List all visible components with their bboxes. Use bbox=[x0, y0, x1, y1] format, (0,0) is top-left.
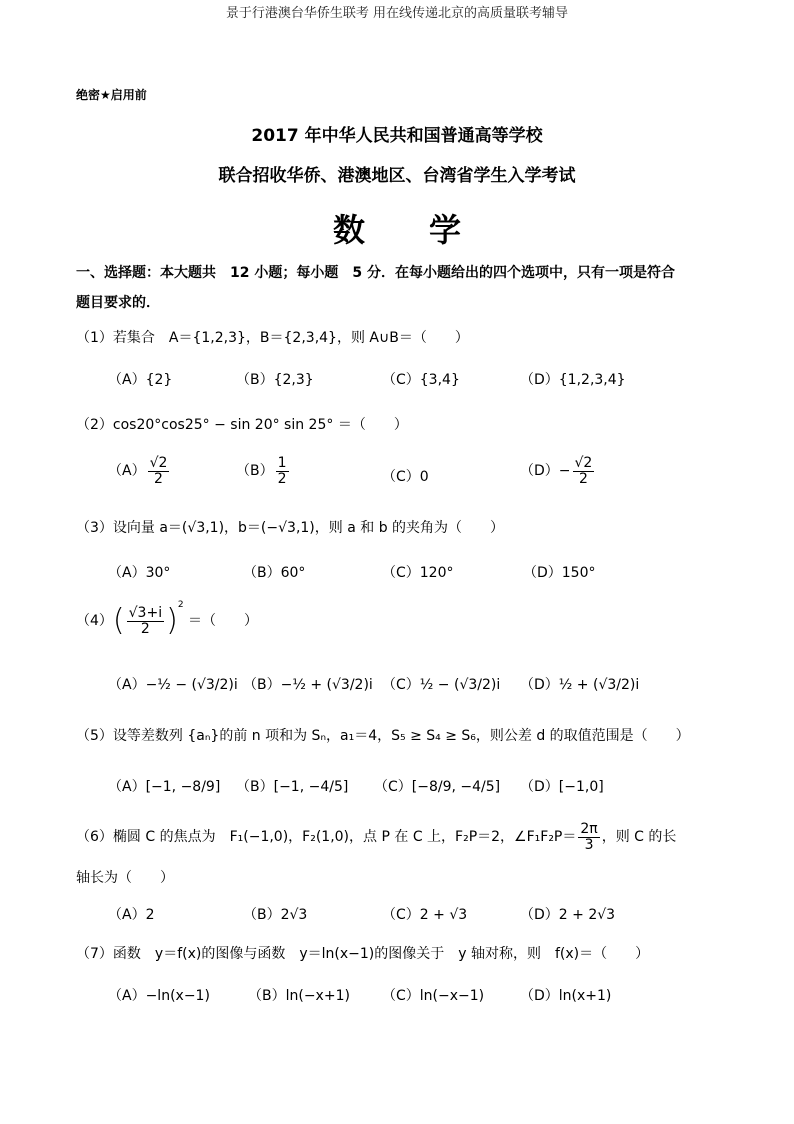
option-a-label: （A） bbox=[108, 463, 146, 480]
question-4-option-b: （B）−½ + (√3/2)i bbox=[243, 677, 373, 693]
question-3-option-d: （D）150° bbox=[523, 565, 596, 581]
question-4-option-d: （D）½ + (√3/2)i bbox=[520, 677, 640, 693]
question-7-option-a: （A）−ln(x−1) bbox=[108, 988, 210, 1004]
confidential-label: 绝密★启用前 bbox=[76, 88, 147, 102]
question-3-stem: （3）设向量 a＝(√3,1)，b＝(−√3,1)，则 a 和 b 的夹角为（ ） bbox=[76, 520, 505, 536]
question-4-option-c: （C）½ − (√3/2)i bbox=[382, 677, 501, 693]
fraction: $\frac{1}{2}$ bbox=[277, 455, 287, 487]
question-7-option-b: （B）ln(−x+1) bbox=[248, 988, 350, 1004]
section-instructions-line2: 题目要求的． bbox=[76, 295, 160, 311]
question-1-option-b: （B）{2,3} bbox=[236, 372, 314, 388]
right-paren: ) bbox=[166, 603, 178, 638]
page-header: 景于行港澳台华侨生联考 用在线传递北京的高质量联考辅导 bbox=[225, 6, 569, 21]
question-5-option-c: （C）[−8/9, −4/5] bbox=[374, 779, 501, 795]
question-4-tail: ＝（ ） bbox=[188, 613, 258, 629]
question-4-option-a: （A）−½ − (√3/2)i bbox=[108, 677, 238, 693]
subject-title: 数 学 bbox=[332, 211, 461, 249]
question-6-option-c: （C）2 + √3 bbox=[382, 907, 468, 923]
question-2-option-c: （C）0 bbox=[382, 469, 429, 485]
question-1-stem: （1）若集合 A＝{1,2,3}，B＝{2,3,4}，则 A∪B＝（ ） bbox=[76, 330, 469, 346]
question-1-option-d: （D）{1,2,3,4} bbox=[520, 372, 626, 388]
question-1-option-a: （A）{2} bbox=[108, 372, 173, 388]
question-6-stem-line2: 轴长为（ ） bbox=[76, 870, 174, 886]
question-4-stem bbox=[76, 600, 258, 636]
exam-title-line2: 联合招收华侨、港澳地区、台湾省学生入学考试 bbox=[218, 166, 576, 186]
left-paren: ( bbox=[112, 603, 125, 638]
exam-title-line1: 2017 年中华人民共和国普通高等学校 bbox=[251, 126, 543, 146]
question-3-option-b: （B）60° bbox=[243, 565, 306, 581]
exponent: 2 bbox=[177, 600, 184, 610]
question-7-option-d: （D）ln(x+1) bbox=[520, 988, 612, 1004]
question-1-option-c: （C）{3,4} bbox=[382, 372, 460, 388]
question-2-option-d bbox=[520, 456, 596, 486]
section-instructions-line1: 一、选择题：本大题共 12 小题；每小题 5 分．在每小题给出的四个选项中，只有一项是符合 bbox=[76, 265, 675, 281]
question-2-option-a bbox=[108, 456, 171, 486]
question-5-option-b: （B）[−1, −4/5] bbox=[236, 779, 349, 795]
question-5-option-d: （D）[−1,0] bbox=[520, 779, 604, 795]
question-5-stem: （5）设等差数列 {aₙ}的前 n 项和为 Sₙ，a₁＝4，S₅ ≥ S₄ ≥ S₆，则公差 d 的取值范围是（ ） bbox=[76, 728, 690, 744]
fraction: $\frac{√2}{2}$ bbox=[149, 455, 168, 487]
question-7-option-c: （C）ln(−x−1) bbox=[382, 988, 485, 1004]
angle-fraction: $\frac{2\pi}{3}$ bbox=[580, 821, 598, 853]
question-6-option-b: （B）2√3 bbox=[243, 907, 308, 923]
question-2-option-b bbox=[236, 456, 291, 486]
question-6-stem-line1: （6）椭圆 C 的焦点为 F₁(−1,0)，F₂(1,0)，点 P 在 C 上，F₂P＝2，∠F₁F₂P＝ $\frac{2\pi}{3}$ ，则 C 的长 bbox=[76, 821, 677, 853]
question-5-option-a: （A）[−1, −8/9] bbox=[108, 779, 221, 795]
question-4-number: （4） bbox=[76, 613, 113, 629]
option-d-label: （D）− bbox=[520, 463, 571, 480]
option-b-label: （B） bbox=[236, 463, 274, 480]
question-7-stem: （7）函数 y＝f(x)的图像与函数 y＝ln(x−1)的图像关于 y 轴对称，则 f(x)＝（ ） bbox=[76, 946, 650, 962]
question-3-option-c: （C）120° bbox=[382, 565, 454, 581]
fraction: $\frac{√2}{2}$ bbox=[574, 455, 593, 487]
fraction: $\frac{√3+i}{2}$ bbox=[128, 604, 163, 637]
question-3-option-a: （A）30° bbox=[108, 565, 171, 581]
question-6-option-a: （A）2 bbox=[108, 907, 155, 923]
question-6-option-d: （D）2 + 2√3 bbox=[520, 907, 616, 923]
question-2-stem: （2）cos20°cos25° − sin 20° sin 25° ＝（ ） bbox=[76, 417, 408, 433]
